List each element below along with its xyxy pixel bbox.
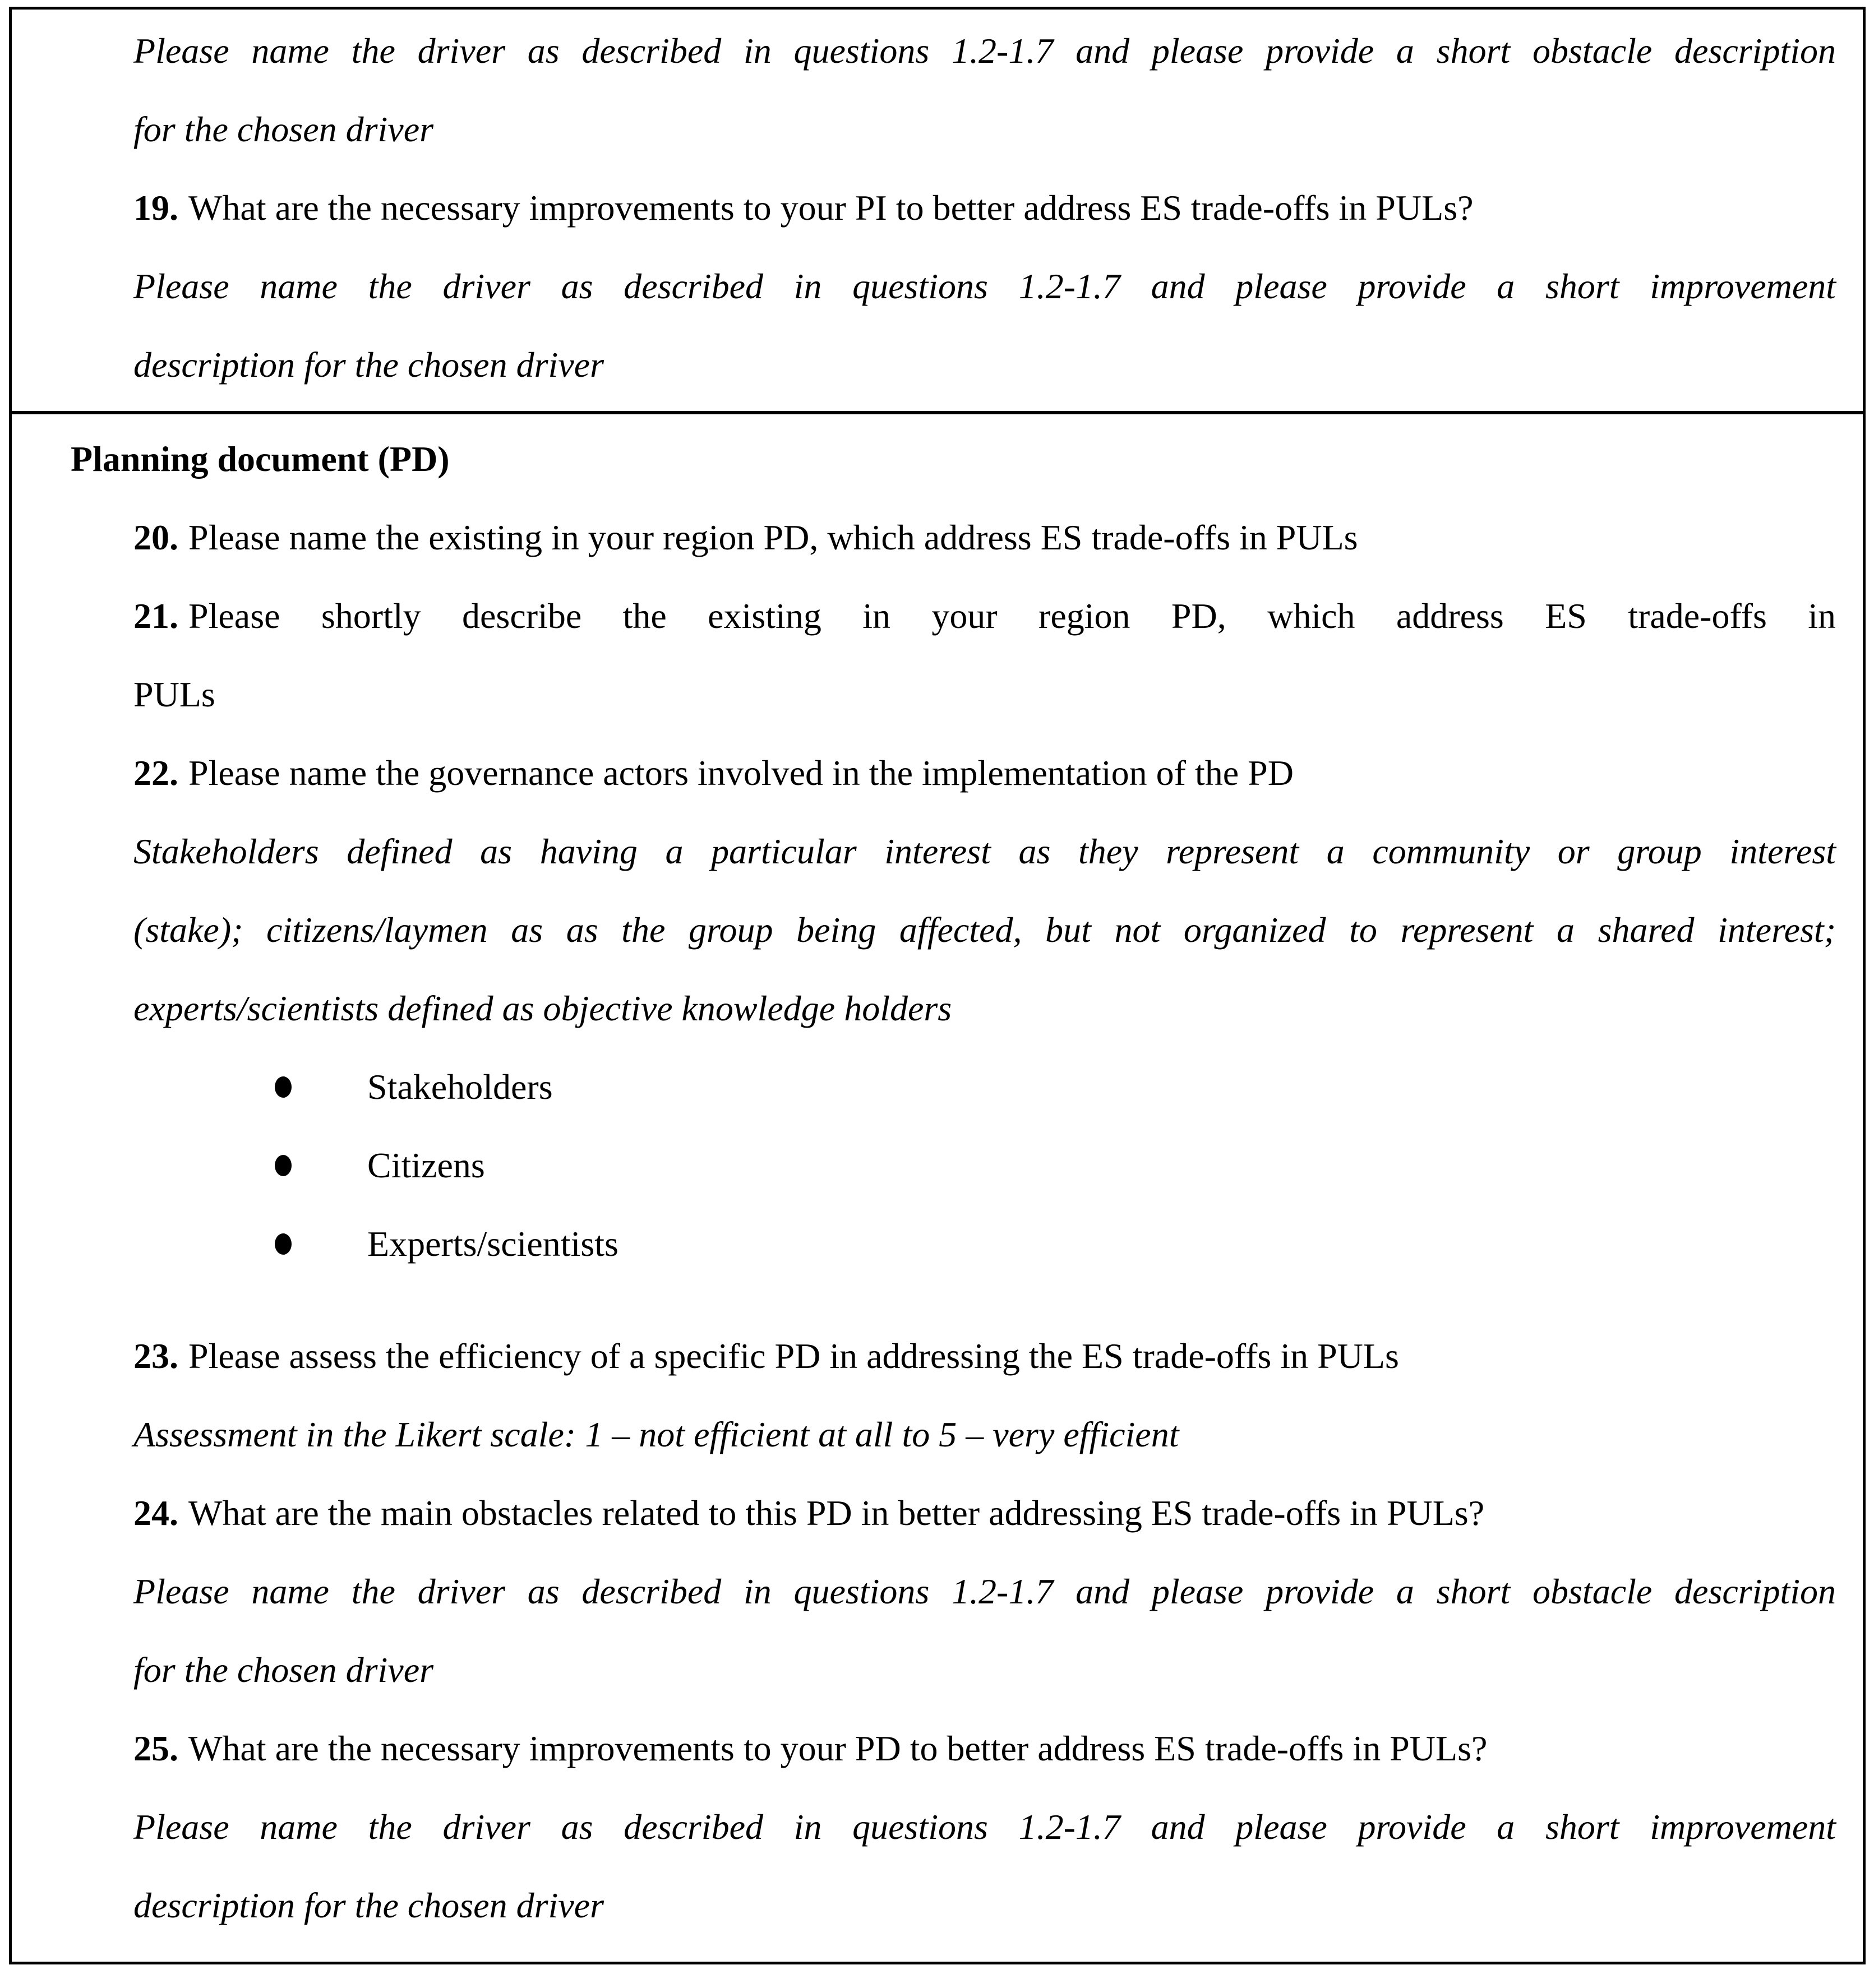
question-block bbox=[133, 498, 1836, 1945]
governance-actor-label: Stakeholders bbox=[367, 1067, 553, 1107]
q18-instruction-line-1: Please name the driver as described in questions 1.2-1.7 and please provide a short obstacle description bbox=[133, 31, 1836, 71]
q19-instruction-line-2: description for the chosen driver bbox=[133, 345, 604, 385]
q22-instruction-line-2: (stake); citizens/laymen as as the group being affected, but not organized to represent a shared interest; bbox=[133, 910, 1836, 950]
question-19-number: 19. bbox=[133, 188, 178, 228]
question-21-line-2: PULs bbox=[133, 674, 215, 714]
question-23-number: 23. bbox=[133, 1336, 178, 1376]
spacer bbox=[133, 1283, 1836, 1317]
questionnaire-table bbox=[9, 7, 1866, 1964]
question-24 bbox=[133, 1474, 1836, 1552]
q25-instruction-line-1: Please name the driver as described in questions 1.2-1.7 and please provide a short improvement bbox=[133, 1807, 1836, 1847]
table-cell-question-18-19-continued bbox=[12, 10, 1863, 414]
table-cell-planning-document bbox=[12, 414, 1863, 1962]
q24-instruction-line-2: for the chosen driver bbox=[133, 1650, 433, 1690]
q24-instruction-line-1: Please name the driver as described in questions 1.2-1.7 and please provide a short obstacle description bbox=[133, 1571, 1836, 1611]
governance-actor-item-citizens bbox=[133, 1126, 1836, 1205]
governance-actor-item-experts-scientists bbox=[133, 1205, 1836, 1283]
question-20 bbox=[133, 498, 1836, 577]
question-23 bbox=[133, 1317, 1836, 1395]
question-20-text: Please name the existing in your region PD, which address ES trade-offs in PULs bbox=[188, 517, 1358, 557]
q23-instruction-likert: Assessment in the Likert scale: 1 – not efficient at all to 5 – very efficient bbox=[133, 1414, 1179, 1454]
question-25 bbox=[133, 1709, 1836, 1788]
question-21-text: Please shortly describe the existing in your region PD, which address ES trade-offs in bbox=[188, 596, 1836, 636]
question-19 bbox=[133, 169, 1836, 247]
section-header-planning-document: Planning document (PD) bbox=[71, 439, 450, 479]
question-22 bbox=[133, 734, 1836, 812]
bullet-icon bbox=[275, 1076, 292, 1098]
question-25-text: What are the necessary improvements to your PD to better address ES trade-offs in PULs? bbox=[188, 1728, 1488, 1768]
q22-instruction-line-1: Stakeholders defined as having a particular interest as they represent a community or group interest bbox=[133, 831, 1836, 871]
bullet-icon bbox=[275, 1233, 292, 1255]
question-21-line-1 bbox=[133, 577, 1836, 655]
question-22-number: 22. bbox=[133, 753, 178, 793]
question-20-number: 20. bbox=[133, 517, 178, 557]
question-24-text: What are the main obstacles related to this PD in better addressing ES trade-offs in PULs? bbox=[188, 1493, 1485, 1533]
question-19-text: What are the necessary improvements to your PI to better address ES trade-offs in PULs? bbox=[188, 188, 1474, 228]
question-23-text: Please assess the efficiency of a specific PD in addressing the ES trade-offs in PULs bbox=[188, 1336, 1399, 1376]
bullet-icon bbox=[275, 1155, 292, 1176]
q22-instruction-line-3: experts/scientists defined as objective knowledge holders bbox=[133, 988, 952, 1028]
q18-instruction-line-2: for the chosen driver bbox=[133, 109, 433, 149]
question-24-number: 24. bbox=[133, 1493, 178, 1533]
question-block bbox=[133, 12, 1836, 404]
governance-actor-label: Experts/scientists bbox=[367, 1224, 618, 1264]
q19-instruction-line-1: Please name the driver as described in questions 1.2-1.7 and please provide a short improvement bbox=[133, 266, 1836, 306]
question-22-text: Please name the governance actors involved in the implementation of the PD bbox=[188, 753, 1294, 793]
question-25-number: 25. bbox=[133, 1728, 178, 1768]
governance-actor-label: Citizens bbox=[367, 1145, 485, 1185]
question-21-number: 21. bbox=[133, 596, 178, 636]
governance-actor-item-stakeholders bbox=[133, 1048, 1836, 1126]
q25-instruction-line-2: description for the chosen driver bbox=[133, 1885, 604, 1925]
